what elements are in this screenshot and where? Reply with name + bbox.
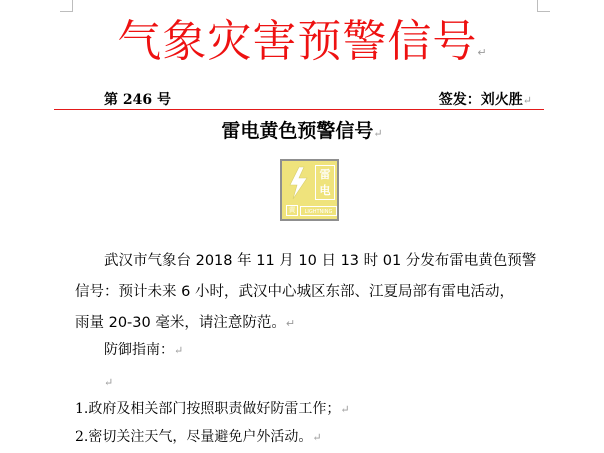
guide-item-text: 1.政府及相关部门按照职责做好防雷工作；: [75, 401, 341, 417]
paragraph-mark: ↵: [477, 46, 487, 59]
lightning-yellow-warning-icon: [280, 159, 339, 221]
page-corner-mark-left: [60, 0, 73, 12]
issue-number: 第 246 号: [104, 92, 171, 108]
guide-item-text: 2.密切关注天气，尽量避免户外活动。: [75, 429, 313, 445]
lightning-bolt-icon: [286, 166, 310, 200]
paragraph-mark: ↵: [522, 94, 532, 107]
warning-subtitle-text: 雷电黄色预警信号: [221, 120, 374, 142]
body-line: 武汉市气象台 2018 年 11 月 10 日 13 时 01 分发布雷电黄色预警: [104, 253, 537, 269]
signer-text: 签发：刘火胜: [438, 92, 523, 108]
signal-english-label: LIGHTNING: [300, 206, 337, 216]
paragraph-mark: ↵: [312, 431, 322, 444]
empty-paragraph: [104, 372, 594, 393]
paragraph-mark: ↵: [174, 344, 184, 357]
paragraph-mark: ↵: [285, 317, 296, 330]
paragraph-mark: ↵: [104, 376, 114, 389]
defense-guide-label-text: 防御指南：: [104, 342, 174, 358]
signal-character-box: [315, 165, 335, 200]
page-corner-mark-right: [537, 0, 550, 12]
guide-item: [75, 399, 565, 420]
warning-body: [75, 246, 555, 339]
body-line: 信号：预计未来 6 小时，武汉中心城区东部、江夏局部有雷电活动，: [75, 284, 514, 300]
body-line-text: 雨量 20-30 毫米，请注意防范。: [75, 315, 286, 331]
document-title-text: 气象灾害预警信号: [117, 16, 478, 67]
signal-level-char: 黄: [288, 206, 296, 214]
red-header-rule: [54, 109, 544, 110]
paragraph-mark: ↵: [373, 127, 383, 140]
defense-guide-label: [104, 340, 594, 361]
signal-level-box: [286, 205, 298, 216]
signal-char-thunder: 雷: [319, 168, 331, 181]
signal-char-electric: 电: [319, 184, 331, 197]
warning-subtitle: [0, 118, 604, 147]
guide-item: [75, 427, 565, 448]
body-line-last: [75, 308, 555, 339]
document-title: [0, 14, 604, 81]
signer: [439, 91, 532, 110]
paragraph-mark: ↵: [340, 403, 350, 416]
